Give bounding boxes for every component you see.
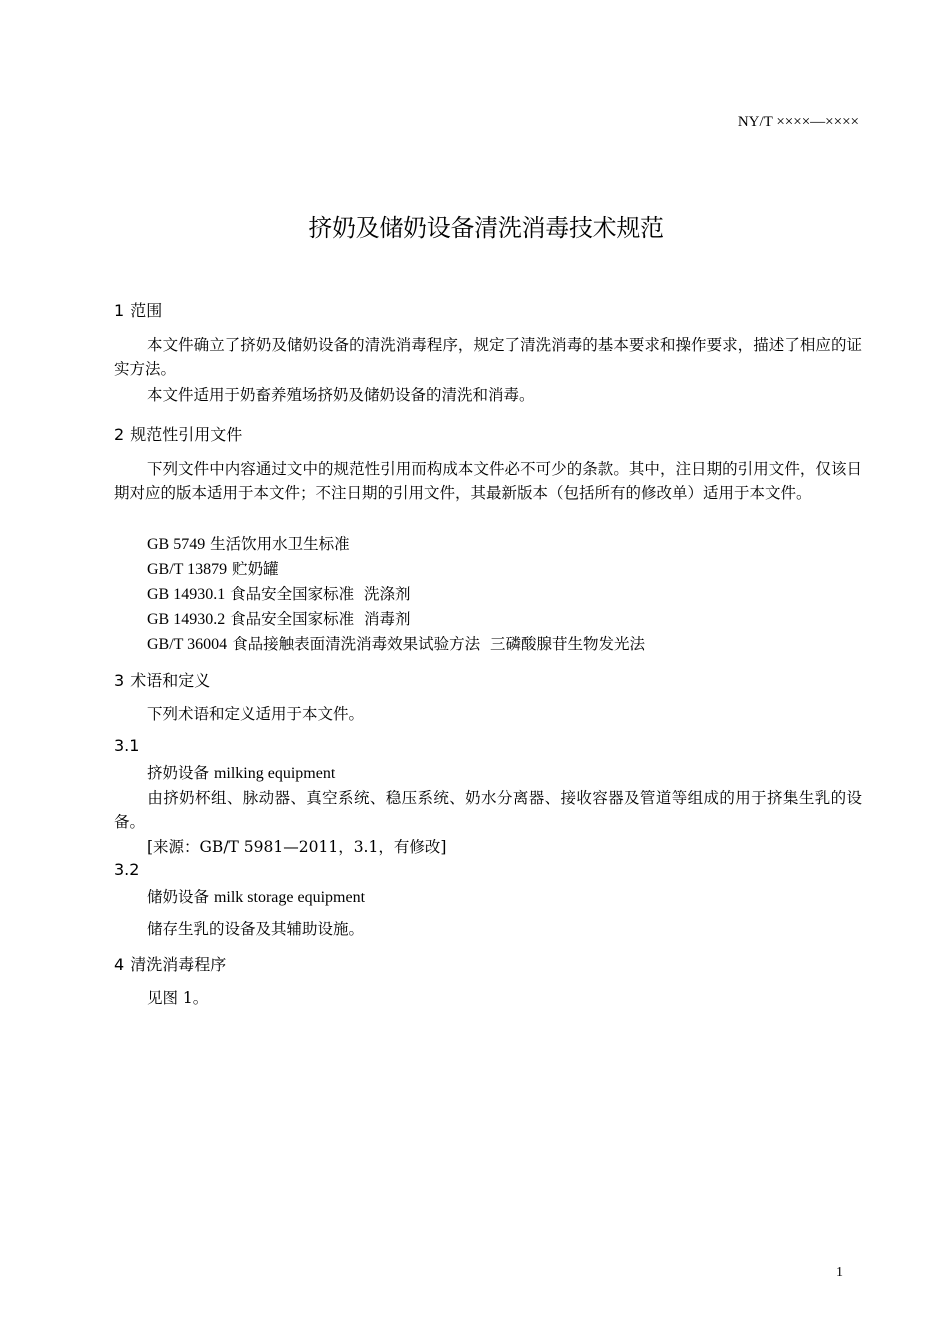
term-source: [来源：GB/T 5981—2011，3.1，有修改] <box>147 838 447 856</box>
reference-code: GB/T 13879 <box>147 561 228 578</box>
reference-item <box>147 557 279 582</box>
section-1-paragraph-2: 本文件适用于奶畜养殖场挤奶及储奶设备的清洗和消毒。 <box>147 386 535 404</box>
reference-item <box>147 532 350 557</box>
section-4-paragraph-1: 见图 1。 <box>147 989 209 1007</box>
document-code: NY/T ××××—×××× <box>737 114 859 130</box>
section-title: 范围 <box>130 301 163 320</box>
paragraph-text: 下列文件中内容通过文中的规范性引用而构成本文件必不可少的条款。其中，注日期的引用文件，仅该日期对应的版本适用于本文件；不注日期的引用文件，其最新版本（包括所有的修改单）适用于本文件。 <box>114 460 862 502</box>
reference-name: 贮奶罐 <box>232 560 279 578</box>
section-3-intro: 下列术语和定义适用于本文件。 <box>147 705 365 723</box>
section-title: 术语和定义 <box>130 671 211 690</box>
reference-item <box>147 582 411 607</box>
section-number: 1 <box>114 301 125 320</box>
reference-code: GB 5749 <box>147 536 206 553</box>
section-number: 3 <box>114 671 125 690</box>
section-number: 4 <box>114 955 125 974</box>
reference-name: 生活饮用水卫生标准 <box>210 535 350 553</box>
term-heading <box>147 885 365 910</box>
reference-item <box>147 632 645 657</box>
section-title: 清洗消毒程序 <box>130 955 227 974</box>
reference-item <box>147 607 411 632</box>
term-english: milk storage equipment <box>213 889 366 906</box>
reference-code: GB 14930.2 <box>147 611 226 628</box>
term-chinese: 挤奶设备 <box>147 764 210 782</box>
section-number: 2 <box>114 425 125 444</box>
section-3-heading <box>114 668 210 691</box>
section-1-paragraph-1 <box>114 333 862 381</box>
term-definition <box>114 786 862 834</box>
reference-code: GB/T 36004 <box>147 636 228 653</box>
section-2-heading <box>114 422 242 445</box>
term-definition: 储存生乳的设备及其辅助设施。 <box>147 920 365 938</box>
reference-name: 食品安全国家标准 洗涤剂 <box>230 585 411 603</box>
reference-name: 食品接触表面清洗消毒效果试验方法 三磷酸腺苷生物发光法 <box>232 635 645 653</box>
term-number: 3.2 <box>114 860 140 879</box>
paragraph-text: 本文件确立了挤奶及储奶设备的清洗消毒程序，规定了清洗消毒的基本要求和操作要求，描述了相应的证实方法。 <box>114 336 862 378</box>
reference-code: GB 14930.1 <box>147 586 226 603</box>
section-2-paragraph-1 <box>114 457 862 505</box>
page-number: 1 <box>836 1265 843 1280</box>
term-number: 3.1 <box>114 736 140 755</box>
reference-name: 食品安全国家标准 消毒剂 <box>230 610 411 628</box>
document-title: 挤奶及储奶设备清洗消毒技术规范 <box>308 214 664 242</box>
term-chinese: 储奶设备 <box>147 888 210 906</box>
section-4-heading <box>114 952 226 975</box>
term-english: milking equipment <box>213 765 336 782</box>
definition-text: 由挤奶杯组、脉动器、真空系统、稳压系统、奶水分离器、接收容器及管道等组成的用于挤集生乳的设备。 <box>114 789 862 831</box>
term-heading <box>147 761 335 786</box>
section-title: 规范性引用文件 <box>130 425 243 444</box>
section-1-heading <box>114 298 162 321</box>
